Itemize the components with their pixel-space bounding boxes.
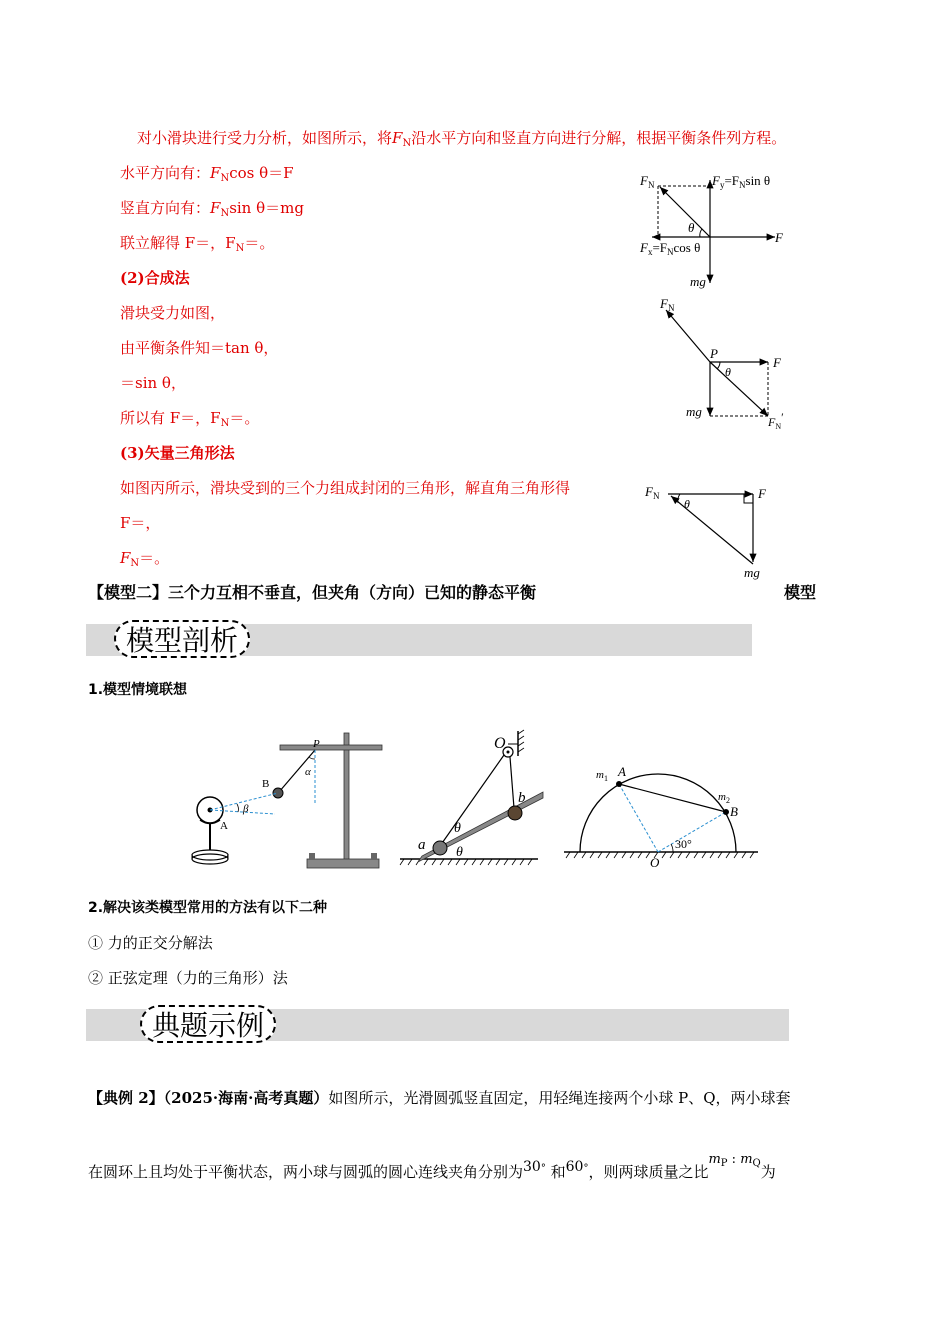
fig1-fx: $F_x=F_N\cos$ θ [640,240,701,257]
solve-line [120,233,274,259]
section1-heading: 1.模型情境联想 [88,682,188,698]
method3-line3 [120,548,169,574]
fig3-mg: mg [744,565,760,580]
analysis-banner-label: 模型剖析 [114,620,250,658]
scene3-m2: $m_2$ [718,791,730,805]
method2-line4-pre: 所以有 F＝，F [120,409,221,427]
vertical-fn: F [210,199,221,217]
fig2-theta: θ [725,365,731,379]
example-line1 [88,1088,791,1108]
solve-text: 联立解得 F＝，F [120,234,236,252]
mass-ratio: $m_P$ : $m_Q$ [708,1152,761,1169]
scene3-angle: 30° [675,837,692,851]
intro-text-post: 沿水平方向和竖直方向进行分解，根据平衡条件列方程。 [411,129,787,147]
solve-end: ＝。 [244,234,275,252]
fig2-fn-prime: $F_N'$ [768,410,784,430]
vertical-fn-sub: N [220,208,230,219]
example-source: （2025·海南·高考真题） [163,1089,329,1107]
example-text2-mid: ，则两球质量之比 [588,1163,709,1181]
intro-fn: F [392,129,403,147]
scene1-a: A [220,820,228,832]
method2-line2: 由平衡条件知＝tan θ， [120,339,279,357]
triangle-diagram [640,478,780,583]
scene-charged-balls [185,725,385,873]
vertical-prefix: 竖直方向有： [120,199,211,217]
method3-line3-end: ＝。 [139,549,170,567]
method3-fn: F [120,549,131,567]
example-text2-end: 为 [760,1163,776,1181]
analysis-banner [86,624,752,656]
fig2-f: F [773,355,781,370]
method2-line4 [120,408,259,434]
scene2-a: a [418,837,426,853]
example-text2-pre: 在圆环上且均处于平衡状态，两小球与圆弧的圆心连线夹角分别为 [88,1163,524,1181]
horizontal-fn-sub: N [220,173,230,184]
fig2-fn: $F_N$ [660,296,675,313]
scene1-beta: β [243,803,249,815]
example-deg1: ° [540,1163,546,1174]
scene1-alpha: α [305,766,311,778]
scene3-a: A [618,764,626,779]
model2-title: 【模型二】三个力互相不垂直，但夹角（方向）已知的静态平衡 [88,583,537,602]
intro-text-pre: 对小滑块进行受力分析，如图所示，将 [137,129,393,147]
scene3-m1: $m_1$ [596,769,608,783]
example-angle1: 30 [523,1159,541,1175]
scene2-theta1: θ [454,821,461,836]
decomposition-diagram [630,165,800,290]
fig3-fn: $F_N$ [645,484,660,501]
horizontal-fn: F [210,164,221,182]
scene-rod-balls [398,726,548,871]
fig2-mg: mg [686,404,702,419]
vertical-rest: sin θ＝mg [229,199,304,217]
intro-line [137,128,786,154]
scene1-p: P [313,738,320,750]
fig1-fn: $F_N$ [640,173,655,190]
fig3-theta: θ [684,497,690,511]
method3-heading: (3)矢量三角形法 [120,444,235,462]
example-and: 和 [545,1163,566,1181]
method3-line1: 如图丙所示，滑块受到的三个力组成封闭的三角形，解直角三角形得 [120,479,571,497]
scene3-o: O [650,855,660,870]
method3-line2: F＝， [120,514,161,532]
method-item-2: ② 正弦定理（力的三角形）法 [88,969,288,987]
intro-fn-sub: N [402,138,412,149]
fig1-f: F [775,230,783,245]
section2-heading: 2.解决该类模型常用的方法有以下二种 [88,900,328,916]
composition-diagram [640,290,800,430]
method2-line3: ＝sin θ， [120,374,186,392]
scene1-b: B [262,778,270,790]
method2-line4-end: ＝。 [229,409,260,427]
method2-line4-sub: N [220,418,230,429]
scene3-b: B [730,804,738,819]
fig1-mg: mg [690,274,706,289]
example-tag: 【典例 2】 [88,1089,164,1107]
solve-sub: N [235,243,245,254]
method-item-1: ① 力的正交分解法 [88,934,213,952]
horizontal-rest: cos θ＝F [229,164,294,182]
method2-line1: 滑块受力如图， [120,304,226,322]
scene-semicircle [562,752,762,874]
fig1-theta: θ [688,220,695,235]
fig3-f: F [758,486,766,501]
horizontal-equation [120,163,294,189]
example-line2 [88,1150,776,1182]
scene2-o: O [494,735,506,752]
model2-title-tail: 模型 [784,583,817,602]
scene2-theta2: θ [456,845,463,860]
fig2-p: P [710,346,718,361]
example-text1: 如图所示，光滑圆弧竖直固定，用轻绳连接两个小球 P、Q，两小球套 [328,1089,791,1107]
examples-banner [86,1009,789,1041]
example-deg2: ° [583,1163,589,1174]
fig1-fy: $F_y=F_N\sin$ θ [712,173,771,190]
scene2-b: b [518,790,526,806]
vertical-equation [120,198,304,224]
examples-banner-label: 典题示例 [140,1005,276,1043]
method2-heading: (2)合成法 [120,269,190,287]
horizontal-prefix: 水平方向有： [120,164,211,182]
method3-fn-sub: N [130,558,140,569]
example-angle2: 60 [565,1159,584,1175]
